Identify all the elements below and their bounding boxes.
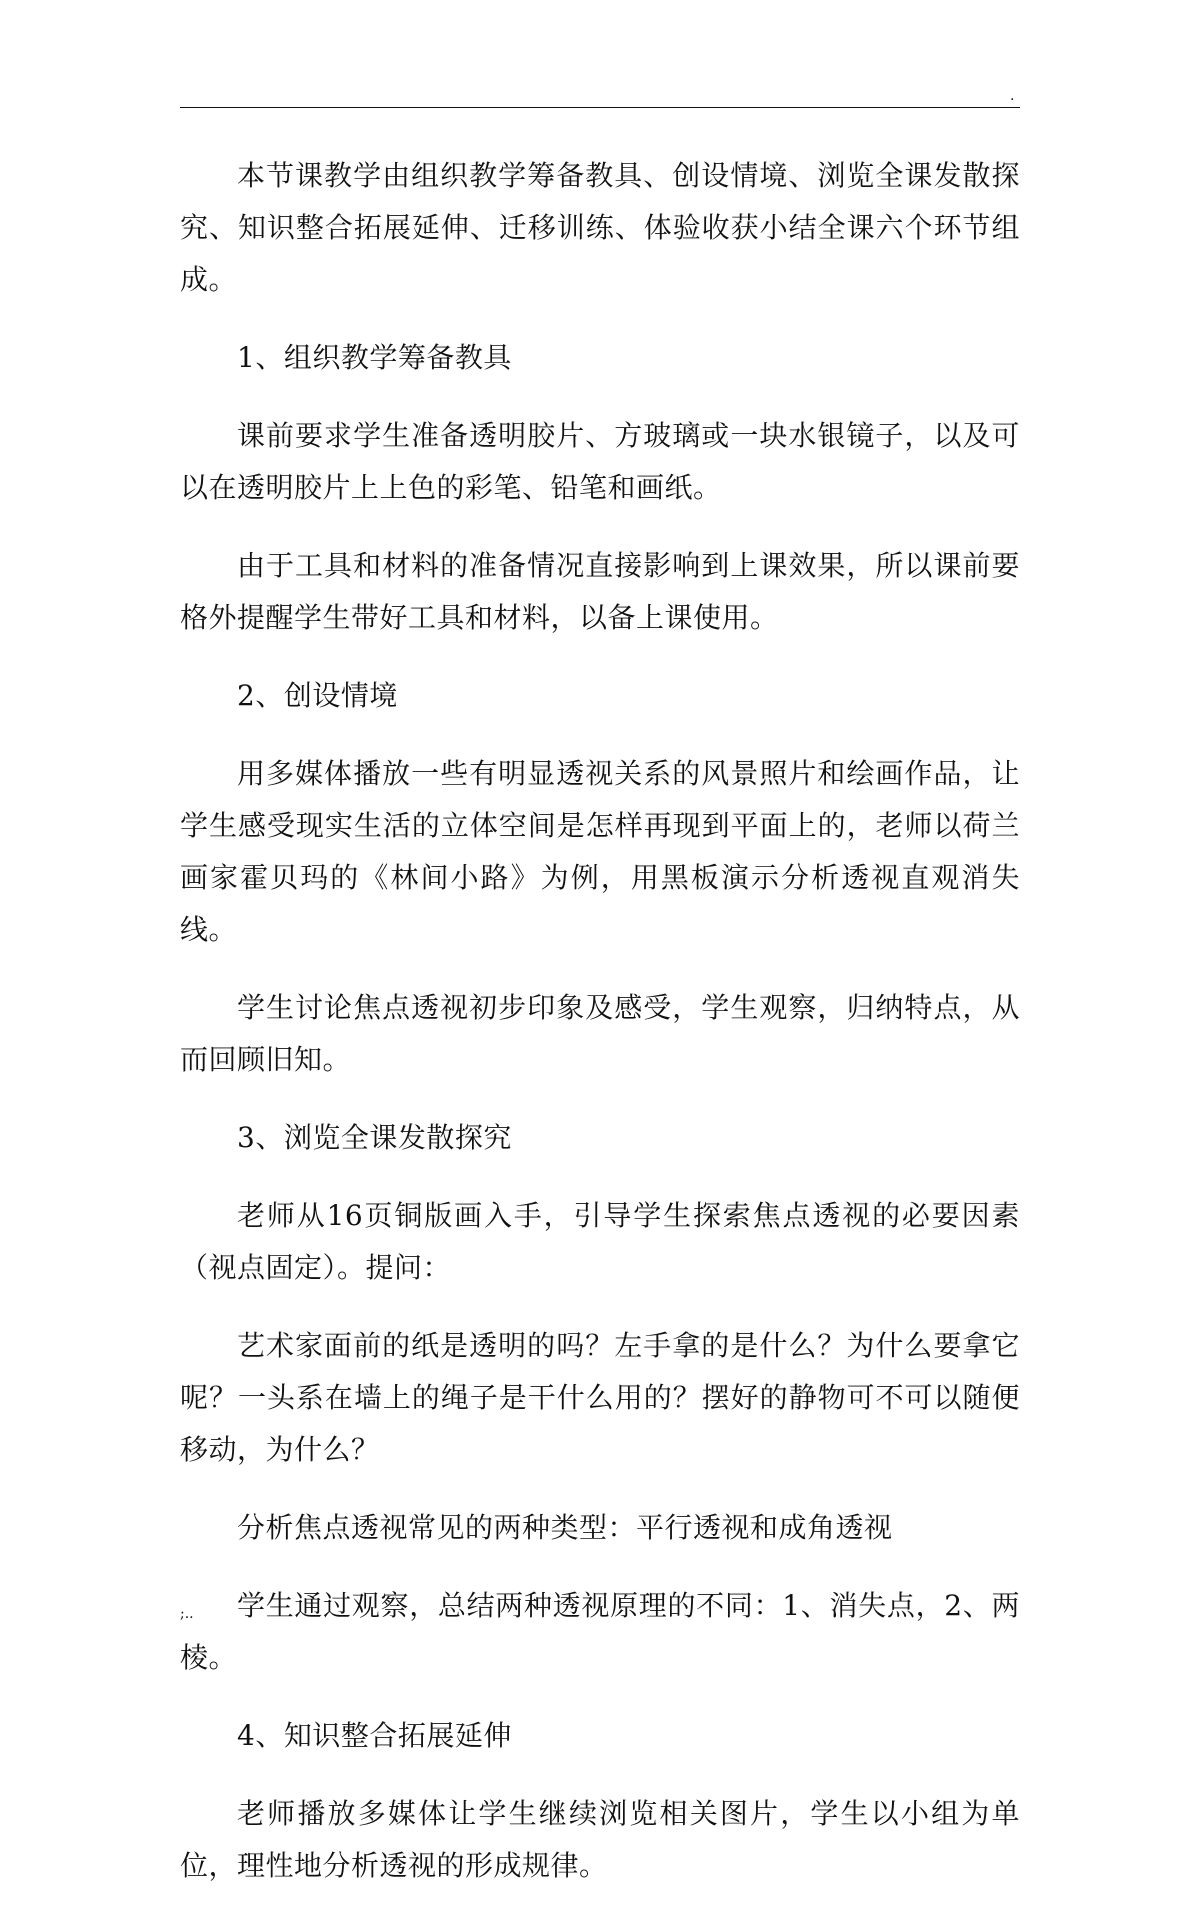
- paragraph-intro: 本节课教学由组织教学筹备教具、创设情境、浏览全课发散探究、知识整合拓展延伸、迁移训练、体验收获小结全课六个环节组成。: [180, 159, 1020, 296]
- section-heading-4: 4、知识整合拓展延伸: [237, 1719, 512, 1752]
- header-mark: .: [1010, 88, 1015, 104]
- paragraph: 用多媒体播放一些有明显透视关系的风景照片和绘画作品，让学生感受现实生活的立体空间是怎样再现到平面上的，老师以荷兰画家霍贝玛的《林间小路》为例，用黑板演示分析透视直观消失线。: [180, 757, 1020, 946]
- paragraph: 分析焦点透视常见的两种类型：平行透视和成角透视: [237, 1511, 893, 1544]
- section-heading-1: 1、组织教学筹备教具: [237, 341, 512, 374]
- section-heading-2: 2、创设情境: [237, 679, 398, 712]
- footer-mark: ;..: [180, 1606, 194, 1622]
- paragraph: 课前要求学生准备透明胶片、方玻璃或一块水银镜子，以及可以在透明胶片上上色的彩笔、铅笔和画纸。: [180, 419, 1020, 504]
- header-rule: [180, 107, 1020, 108]
- document-body: [180, 150, 1020, 1918]
- paragraph: 学生讨论焦点透视初步印象及感受，学生观察，归纳特点，从而回顾旧知。: [180, 991, 1020, 1076]
- section-heading-3: 3、浏览全课发散探究: [237, 1121, 512, 1154]
- paragraph: 老师从16页铜版画入手，引导学生探索焦点透视的必要因素（视点固定）。提问：: [180, 1199, 1020, 1284]
- paragraph: 学生通过观察，总结两种透视原理的不同：1、消失点，2、两棱。: [180, 1589, 1020, 1674]
- paragraph: 老师播放多媒体让学生继续浏览相关图片，学生以小组为单位，理性地分析透视的形成规律。: [180, 1797, 1020, 1882]
- paragraph: 艺术家面前的纸是透明的吗？左手拿的是什么？为什么要拿它呢？一头系在墙上的绳子是干什么用的？摆好的静物可不可以随便移动，为什么？: [180, 1329, 1020, 1466]
- paragraph: 由于工具和材料的准备情况直接影响到上课效果，所以课前要格外提醒学生带好工具和材料，以备上课使用。: [180, 549, 1020, 634]
